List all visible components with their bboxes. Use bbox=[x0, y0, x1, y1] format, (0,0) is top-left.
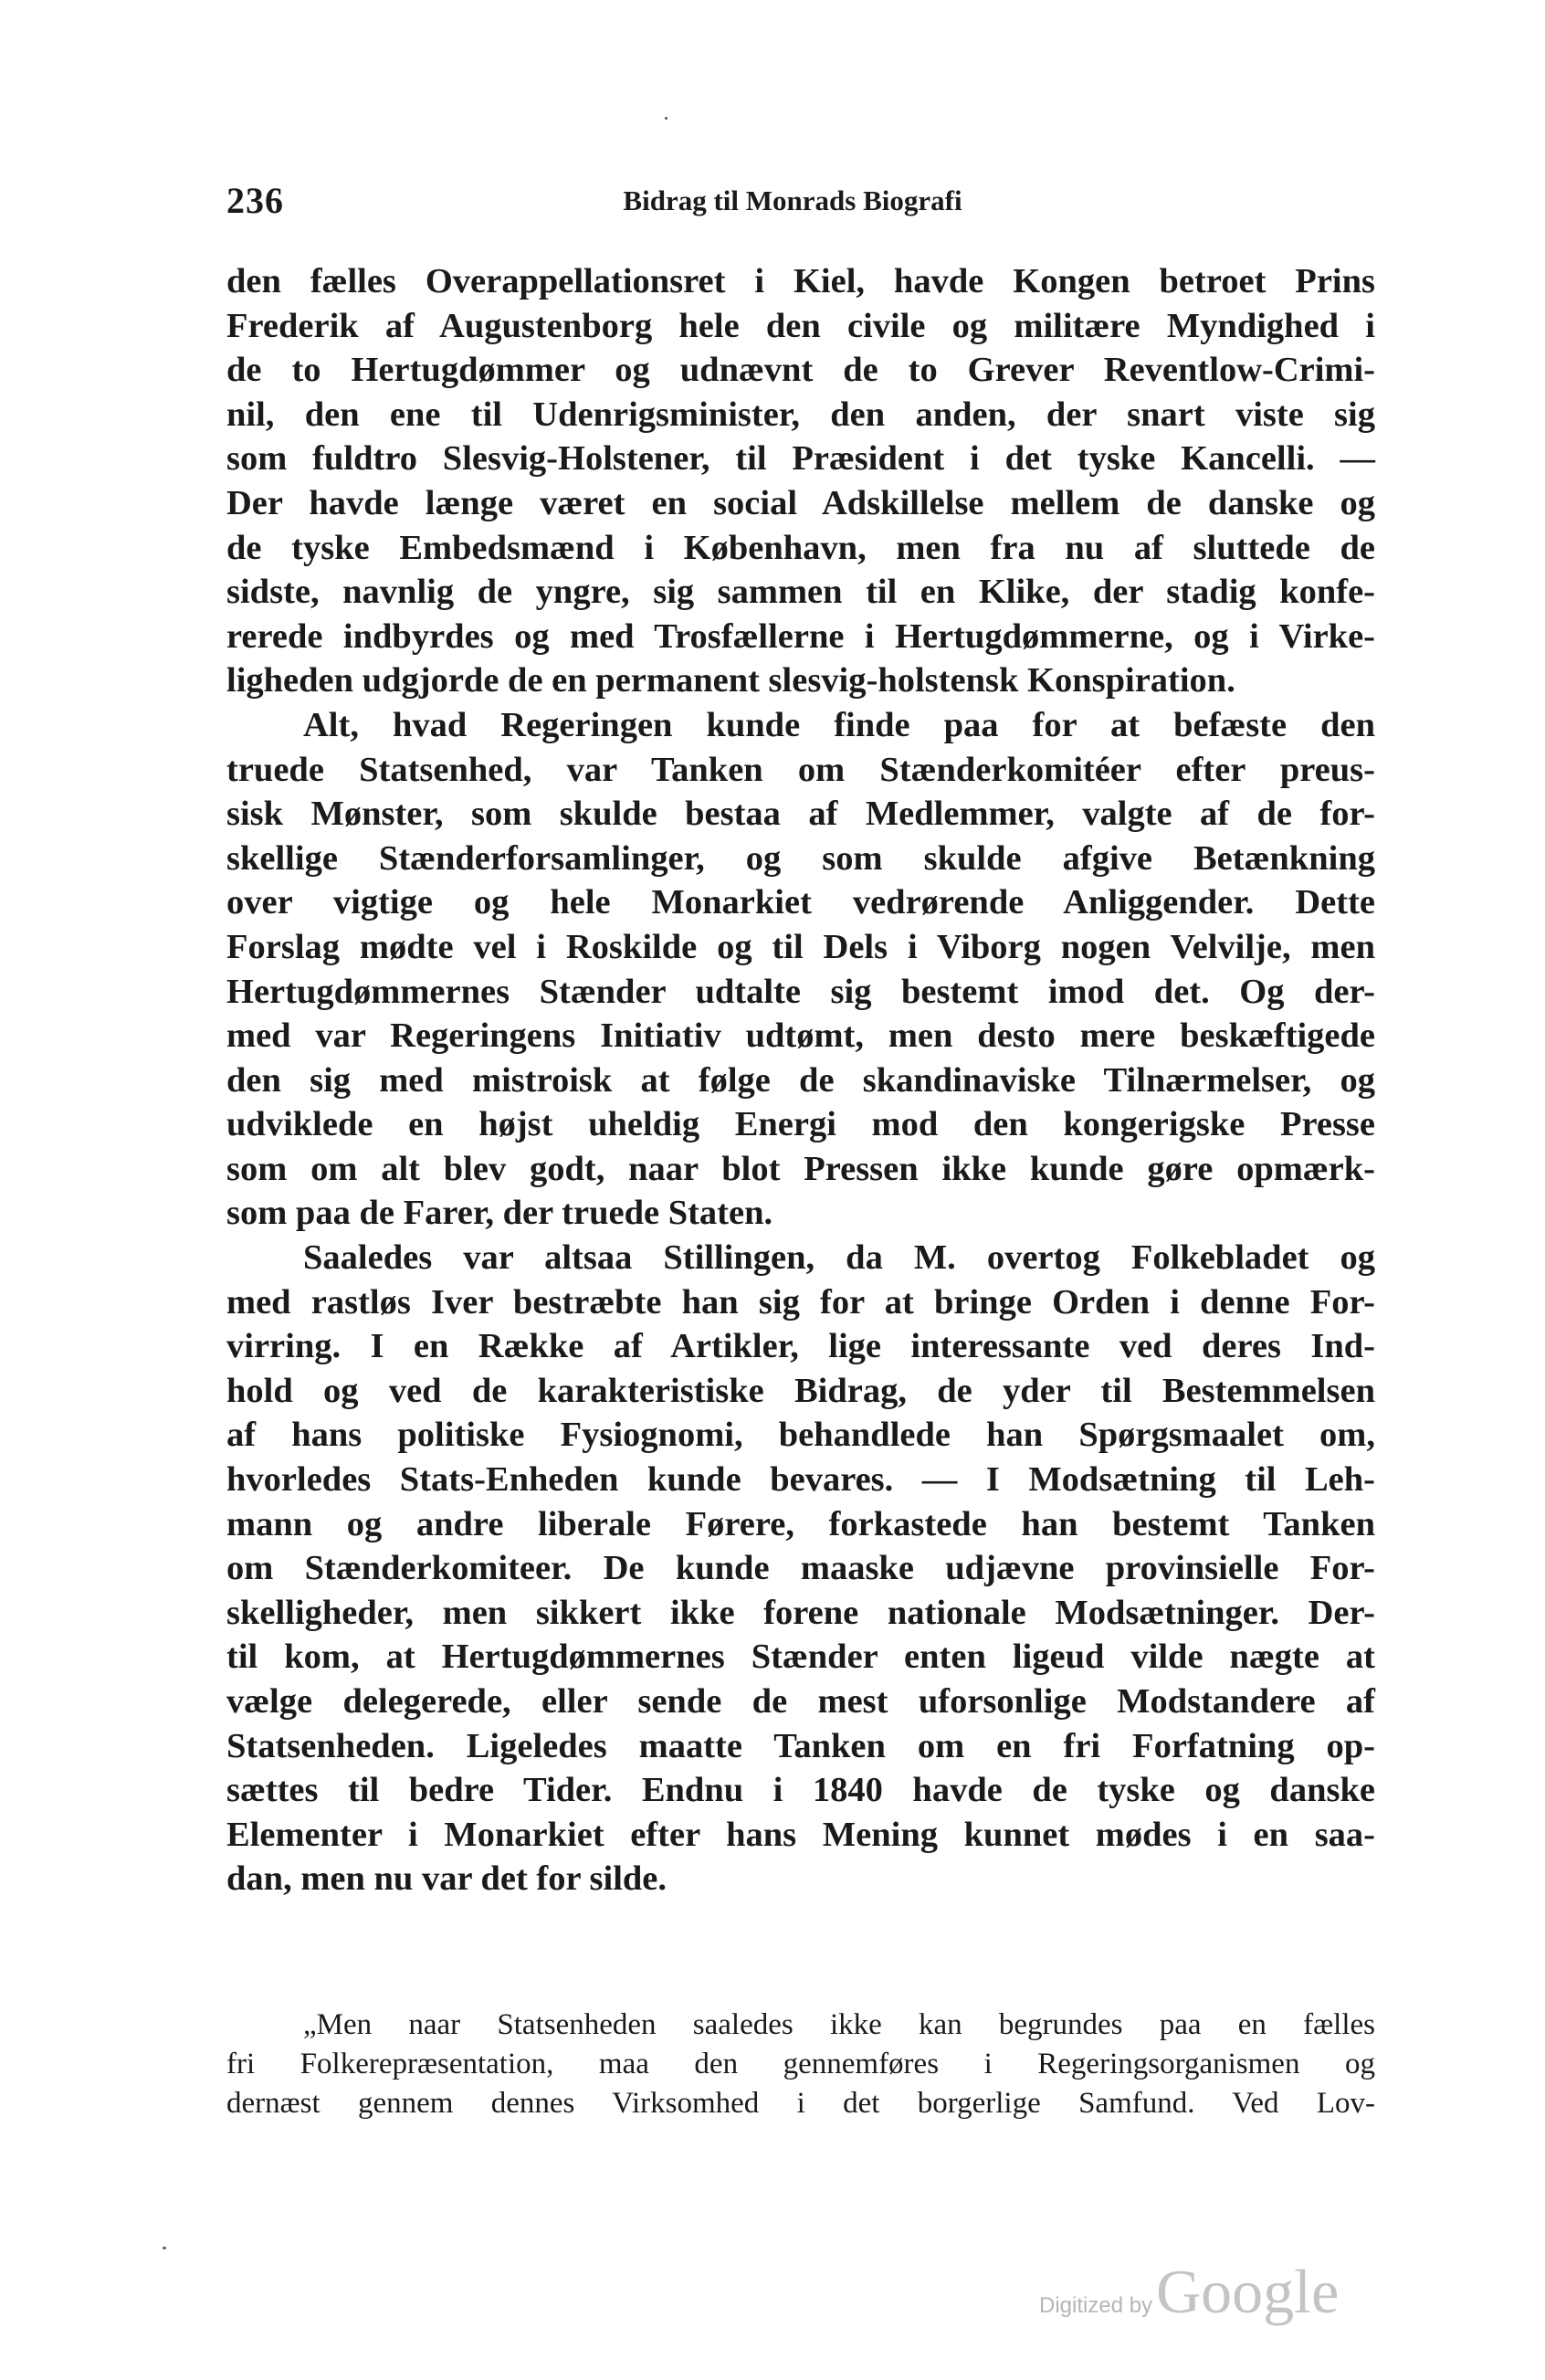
watermark-prefix: Digitized by bbox=[1039, 2293, 1153, 2318]
text-line: hvorledes Stats-Enheden kunde bevares. — I Modsætning til Leh- bbox=[226, 1460, 1375, 1500]
text-line: mann og andre liberale Førere, forkastede han bestemt Tanken bbox=[226, 1504, 1375, 1543]
text-line: skellige Stænderforsamlinger, og som skulde afgive Betænkning bbox=[226, 838, 1375, 878]
text-line: sisk Mønster, som skulde bestaa af Medlemmer, valgte af de for- bbox=[226, 795, 1375, 834]
text-line: udviklede en højst uheldig Energi mod den kongerigske Presse bbox=[226, 1105, 1375, 1144]
text-line: den sig med mistroisk at følge de skandinaviske Tilnærmelser, og bbox=[226, 1060, 1375, 1100]
text-line: sættes til bedre Tider. Endnu i 1840 havde de tyske og danske bbox=[226, 1771, 1375, 1810]
page-number: 236 bbox=[226, 180, 284, 221]
text-line: af hans politiske Fysiognomi, behandlede han Spørgsmaalet om, bbox=[226, 1416, 1375, 1455]
text-line: over vigtige og hele Monarkiet vedrørende Anliggender. Dette bbox=[226, 883, 1375, 922]
text-line: med var Regeringens Initiativ udtømt, men desto mere beskæftigede bbox=[226, 1016, 1375, 1056]
text-line: rerede indbyrdes og med Trosfællerne i Hertugdømmerne, og i Virke- bbox=[226, 616, 1375, 656]
scan-speck bbox=[163, 2247, 166, 2249]
body-text bbox=[226, 259, 1375, 1901]
text-line: den fælles Overappellationsret i Kiel, havde Kongen betroet Prins bbox=[226, 262, 1375, 300]
quote-line: fri Folkerepræsentation, maa den gennemføres i Regeringsorganismen og bbox=[226, 2048, 1375, 2080]
digitized-by-google-watermark bbox=[1039, 2256, 1339, 2329]
google-logo-text: Google bbox=[1156, 2257, 1340, 2326]
text-line: Hertugdømmernes Stænder udtalte sig bestemt imod det. Og der- bbox=[226, 972, 1375, 1011]
text-line: til kom, at Hertugdømmernes Stænder enten ligeud vilde nægte at bbox=[226, 1638, 1375, 1677]
text-line: som fuldtro Slesvig-Holstener, til Præsident i det tyske Kancelli. — bbox=[226, 439, 1375, 479]
text-line: hold og ved de karakteristiske Bidrag, de yder til Bestemmelsen bbox=[226, 1371, 1375, 1410]
text-line: dan, men nu var det for silde. bbox=[226, 1859, 667, 1899]
text-line: nil, den ene til Udenrigsminister, den anden, der snart viste sig bbox=[226, 395, 1375, 434]
text-line: truede Statsenhed, var Tanken om Stænderkomitéer efter preus- bbox=[226, 750, 1375, 789]
text-line: Forslag mødte vel i Roskilde og til Dels i Viborg nogen Velvilje, men bbox=[226, 927, 1375, 966]
text-line: virring. I en Række af Artikler, lige interessante ved deres Ind- bbox=[226, 1327, 1375, 1366]
text-line: om Stænderkomiteer. De kunde maaske udjævne provinsielle For- bbox=[226, 1549, 1375, 1588]
quote-line: „Men naar Statsenheden saaledes ikke kan begrundes paa en fælles bbox=[303, 2008, 1375, 2041]
text-line: Elementer i Monarkiet efter hans Mening kunnet mødes i en saa- bbox=[226, 1815, 1375, 1854]
text-line: sidste, navnlig de yngre, sig sammen til en Klike, der stadig konfe- bbox=[226, 573, 1375, 612]
page-header bbox=[226, 179, 1359, 225]
text-line: Der havde længe været en social Adskillelse mellem de danske og bbox=[226, 483, 1375, 522]
text-line: vælge delegerede, eller sende de mest uforsonlige Modstandere af bbox=[226, 1682, 1375, 1721]
scan-speck bbox=[665, 117, 667, 120]
text-line-paragraph-start: Alt, hvad Regeringen kunde finde paa for at befæste den bbox=[303, 705, 1375, 744]
text-line: skelligheder, men sikkert ikke forene nationale Modsætninger. Der- bbox=[226, 1593, 1375, 1632]
block-quote bbox=[226, 2006, 1375, 2123]
text-line: Frederik af Augustenborg hele den civile og militære Myndighed i bbox=[226, 306, 1375, 345]
text-line: med rastløs Iver bestræbte han sig for at bringe Orden i denne For- bbox=[226, 1282, 1375, 1322]
text-line-paragraph-start: Saaledes var altsaa Stillingen, da M. overtog Folkebladet og bbox=[303, 1238, 1375, 1278]
text-line: ligheden udgjorde de en permanent slesvig-holstensk Konspiration. bbox=[226, 661, 1235, 700]
text-line: Statsenheden. Ligeledes maatte Tanken om en fri Forfatning op- bbox=[226, 1726, 1375, 1765]
running-title: Bidrag til Monrads Biografi bbox=[623, 184, 962, 216]
text-line: de to Hertugdømmer og udnævnt de to Grever Reventlow-Crimi- bbox=[226, 351, 1375, 390]
text-line: de tyske Embedsmænd i København, men fra nu af sluttede de bbox=[226, 528, 1375, 567]
text-line: som paa de Farer, der truede Staten. bbox=[226, 1194, 773, 1233]
quote-line: dernæst gennem dennes Virksomhed i det borgerlige Samfund. Ved Lov- bbox=[226, 2087, 1375, 2120]
text-line: som om alt blev godt, naar blot Pressen ikke kunde gøre opmærk- bbox=[226, 1149, 1375, 1188]
